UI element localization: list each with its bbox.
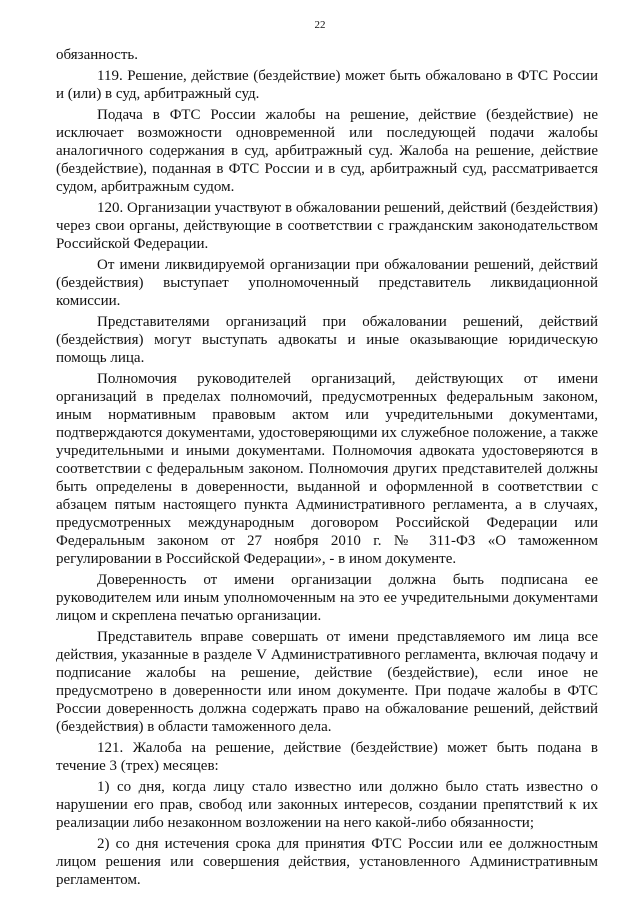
paragraph-authority: Полномочия руководителей организаций, действующих от имени организаций в пределах полномочий, предусмотренных федеральным законом, иным нормативным правовым актом или учредительными документами, подтверждаются документами, удостоверяющими их служебное положение, а также учредительными и иными документами. Полномочия адвоката удостоверяются в соответствии с федеральным законом. Полномочия других представителей должны быть определены в доверенности, выданной и оформленной в соответствии с абзацем пятым настоящего пункта Административного регламента, а в случаях, предусмотренных международным договором Российской Федерации или Федеральным законом от 27 ноября 2010 г. № 311-ФЗ «О таможенном регулировании в Российской Федерации», - в ином документе. [56,371,598,567]
page-number: 22 [314,19,326,31]
paragraph-power-of-attorney: Доверенность от имени организации должна быть подписана ее руководителем или иным уполномоченным на это ее учредительными документами лицом и скреплена печатью организации. [56,572,598,624]
paragraph-121: 121. Жалоба на решение, действие (бездействие) может быть подана в течение 3 (трех) месяцев: [56,740,598,774]
paragraph-representatives: Представителями организаций при обжаловании решений, действий (бездействия) могут выступать адвокаты и иные оказывающие юридическую помощь лица. [56,314,598,366]
paragraph-120: 120. Организации участвуют в обжаловании решений, действий (бездействия) через свои органы, действующие в соответствии с гражданским законодательством Российской Федерации. [56,200,598,252]
document-body [56,46,598,892]
list-item-2: 2) со дня истечения срока для принятия ФТС России или ее должностным лицом решения или совершения действия, установленного Административным регламентом. [56,836,598,888]
list-item-1: 1) со дня, когда лицу стало известно или должно было стать известно о нарушении его прав, свобод или законных интересов, создании препятствий к их реализации либо незаконном возложении на него какой-либо обязанности; [56,779,598,831]
paragraph-119: 119. Решение, действие (бездействие) может быть обжаловано в ФТС России и (или) в суд, арбитражный суд. [56,68,598,102]
paragraph-liquidation: От имени ликвидируемой организации при обжаловании решений, действий (бездействия) выступает уполномоченный представитель ликвидационной комиссии. [56,257,598,309]
paragraph-complaint-filing: Подача в ФТС России жалобы на решение, действие (бездействие) не исключает возможности одновременной или последующей подачи жалобы аналогичного содержания в суд, арбитражный суд. Жалоба на решение, действие (бездействие), поданная в ФТС России и в суд, арбитражный суд, рассматривается судом, арбитражным судом. [56,107,598,195]
paragraph-representative-rights: Представитель вправе совершать от имени представляемого им лица все действия, указанные в разделе V Административного регламента, включая подачу и подписание жалобы на решение, действие (бездействие), если иное не предусмотрено в доверенности или ином документе. При подаче жалобы в ФТС России доверенность должна содержать право на обжалование решений, действий (бездействия) в области таможенного дела. [56,629,598,735]
paragraph-continuation: обязанность. [56,47,138,63]
